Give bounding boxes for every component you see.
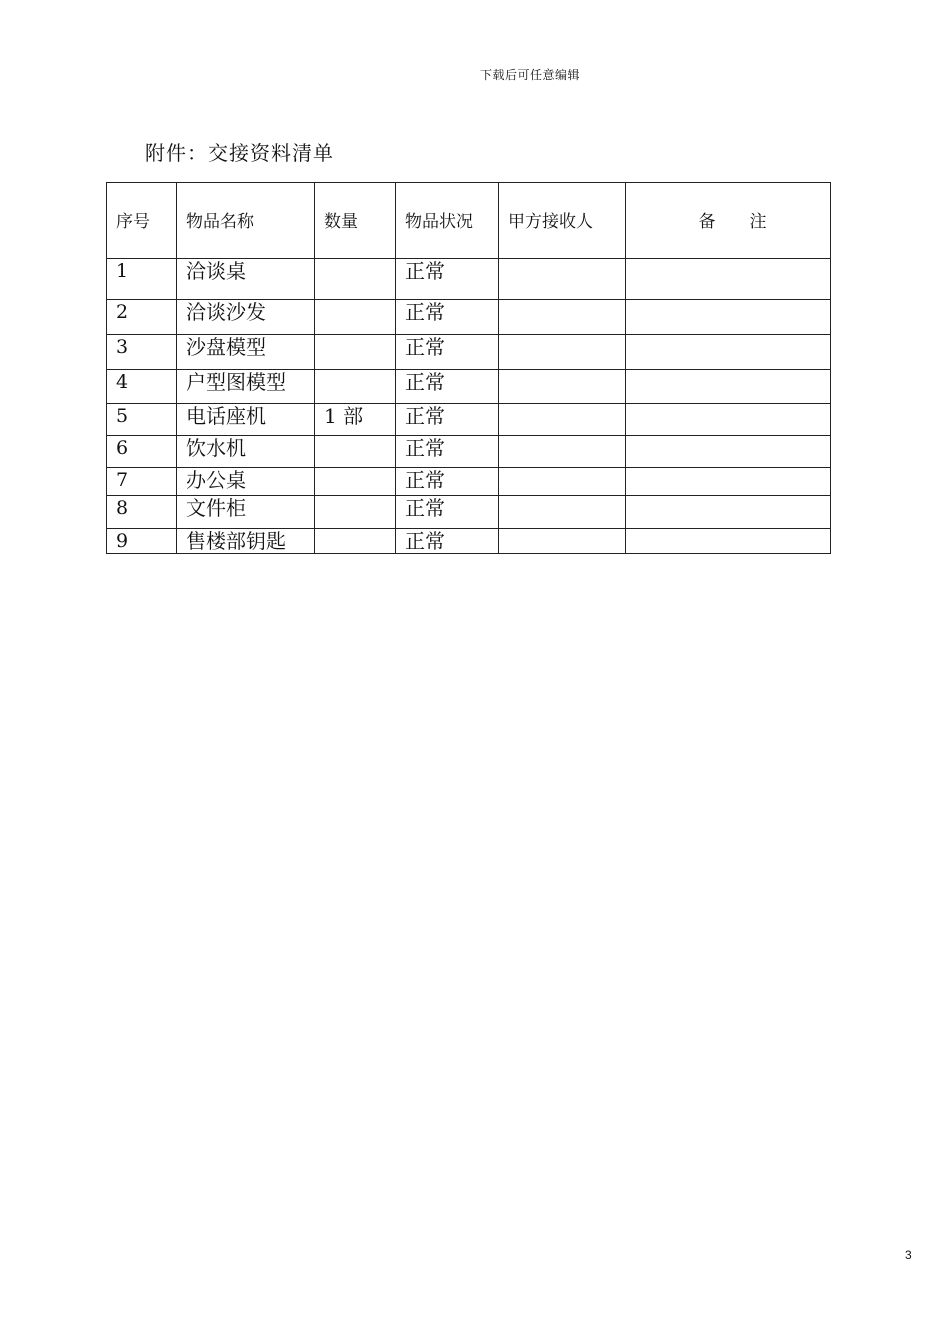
header-serial-no: 序号	[107, 183, 177, 259]
cell-serial-no: 5	[107, 404, 177, 436]
header-note: 下载后可任意编辑	[479, 68, 580, 82]
cell-quantity	[315, 529, 396, 554]
cell-item-name: 办公桌	[177, 468, 315, 496]
cell-status: 正常	[396, 370, 499, 404]
cell-remarks	[626, 259, 831, 300]
cell-serial-no: 4	[107, 370, 177, 404]
cell-item-name: 饮水机	[177, 436, 315, 468]
table-row	[107, 468, 831, 496]
cell-remarks	[626, 468, 831, 496]
table-row	[107, 404, 831, 436]
cell-quantity	[315, 496, 396, 529]
cell-quantity	[315, 335, 396, 370]
table-row	[107, 496, 831, 529]
cell-serial-no: 3	[107, 335, 177, 370]
cell-quantity	[315, 370, 396, 404]
cell-remarks	[626, 496, 831, 529]
cell-serial-no: 1	[107, 259, 177, 300]
cell-status: 正常	[396, 529, 499, 554]
cell-status: 正常	[396, 436, 499, 468]
cell-status: 正常	[396, 404, 499, 436]
cell-quantity: 1 部	[315, 404, 396, 436]
table-row	[107, 335, 831, 370]
cell-status: 正常	[396, 468, 499, 496]
cell-serial-no: 9	[107, 529, 177, 554]
cell-serial-no: 8	[107, 496, 177, 529]
handover-table	[106, 182, 831, 554]
header-item-status: 物品状况	[396, 183, 499, 259]
cell-item-name: 洽谈桌	[177, 259, 315, 300]
table-header-row	[107, 183, 831, 259]
cell-remarks	[626, 300, 831, 335]
cell-receiver	[499, 436, 626, 468]
table-row	[107, 259, 831, 300]
cell-status: 正常	[396, 496, 499, 529]
cell-item-name: 售楼部钥匙	[177, 529, 315, 554]
table-row	[107, 300, 831, 335]
cell-item-name: 文件柜	[177, 496, 315, 529]
cell-remarks	[626, 370, 831, 404]
cell-status: 正常	[396, 300, 499, 335]
cell-receiver	[499, 259, 626, 300]
cell-receiver	[499, 300, 626, 335]
cell-receiver	[499, 370, 626, 404]
cell-quantity	[315, 259, 396, 300]
cell-status: 正常	[396, 259, 499, 300]
cell-item-name: 户型图模型	[177, 370, 315, 404]
cell-receiver	[499, 404, 626, 436]
cell-remarks	[626, 335, 831, 370]
cell-quantity	[315, 436, 396, 468]
cell-remarks	[626, 529, 831, 554]
header-remarks: 备 注	[626, 183, 831, 259]
cell-receiver	[499, 335, 626, 370]
table-row	[107, 370, 831, 404]
header-item-name: 物品名称	[177, 183, 315, 259]
document-title: 附件：交接资料清单	[145, 141, 334, 165]
cell-quantity	[315, 300, 396, 335]
cell-receiver	[499, 468, 626, 496]
cell-quantity	[315, 468, 396, 496]
header-quantity: 数量	[315, 183, 396, 259]
cell-remarks	[626, 404, 831, 436]
cell-remarks	[626, 436, 831, 468]
cell-item-name: 沙盘模型	[177, 335, 315, 370]
cell-item-name: 洽谈沙发	[177, 300, 315, 335]
cell-serial-no: 2	[107, 300, 177, 335]
header-receiver: 甲方接收人	[499, 183, 626, 259]
cell-serial-no: 7	[107, 468, 177, 496]
cell-serial-no: 6	[107, 436, 177, 468]
page-number: 3	[905, 1248, 912, 1262]
table-row	[107, 436, 831, 468]
cell-receiver	[499, 496, 626, 529]
cell-item-name: 电话座机	[177, 404, 315, 436]
cell-status: 正常	[396, 335, 499, 370]
cell-receiver	[499, 529, 626, 554]
table-row	[107, 529, 831, 554]
